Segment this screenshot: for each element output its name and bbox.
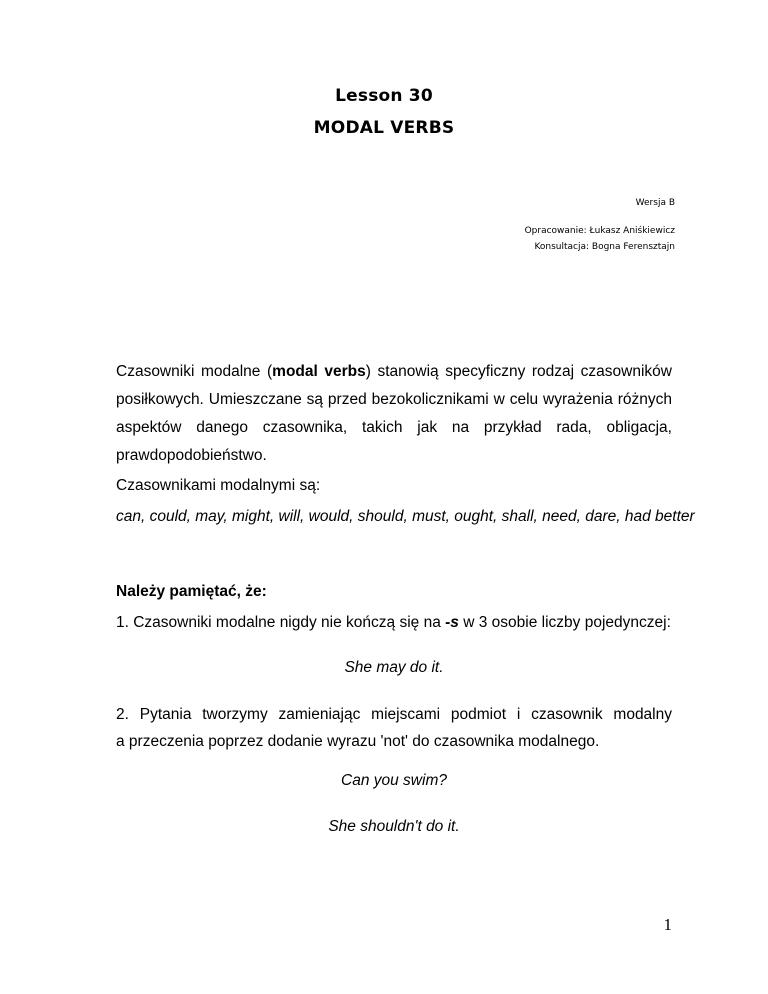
consultation-credit: Konsultacja: Bogna Ferensztajn (534, 242, 675, 252)
lesson-subtitle: MODAL VERBS (313, 118, 455, 138)
author-credit: Opracowanie: Łukasz Aniśkiewicz (524, 226, 675, 236)
page-number: 1 (663, 915, 672, 934)
example-2: Can you swim? (341, 772, 447, 789)
example-3: She shouldn't do it. (328, 818, 460, 835)
intro-line-3: aspektów danego czasownika, takich jak na przykład rada, obligacja, (116, 419, 672, 436)
intro-line-1 (116, 363, 672, 381)
lesson-title: Lesson 30 (335, 86, 433, 106)
rule-text: w 3 osobie liczby pojedynczej: (458, 614, 671, 631)
intro-text: Czasowniki modalne ( (116, 363, 273, 380)
intro-line-2: posiłkowych. Umieszczane są przed bezokolicznikami w celu wyrażenia różnych (116, 391, 672, 408)
intro-line-4: prawdopodobieństwo. (116, 447, 267, 464)
intro-text: ) stanowią specyficzny rodzaj czasowników (365, 363, 672, 380)
rule-1 (116, 614, 672, 632)
rule-2-line-2: a przeczenia poprzez dodanie wyrazu 'not' do czasownika modalnego. (116, 733, 600, 750)
example-1: She may do it. (344, 659, 444, 676)
modal-verbs-list: can, could, may, might, will, would, should, must, ought, shall, need, dare, had better (116, 508, 695, 525)
version-label: Wersja B (635, 198, 675, 208)
rule-text: 1. Czasowniki modalne nigdy nie kończą się na (116, 614, 446, 631)
list-heading: Czasownikami modalnymi są: (116, 477, 321, 494)
rule-2-line-1: 2. Pytania tworzymy zamieniając miejscami podmiot i czasownik modalny (116, 706, 672, 723)
intro-term-bold: modal verbs (272, 363, 366, 380)
remember-heading: Należy pamiętać, że: (116, 583, 267, 600)
rule-suffix-bold: -s (445, 614, 459, 631)
